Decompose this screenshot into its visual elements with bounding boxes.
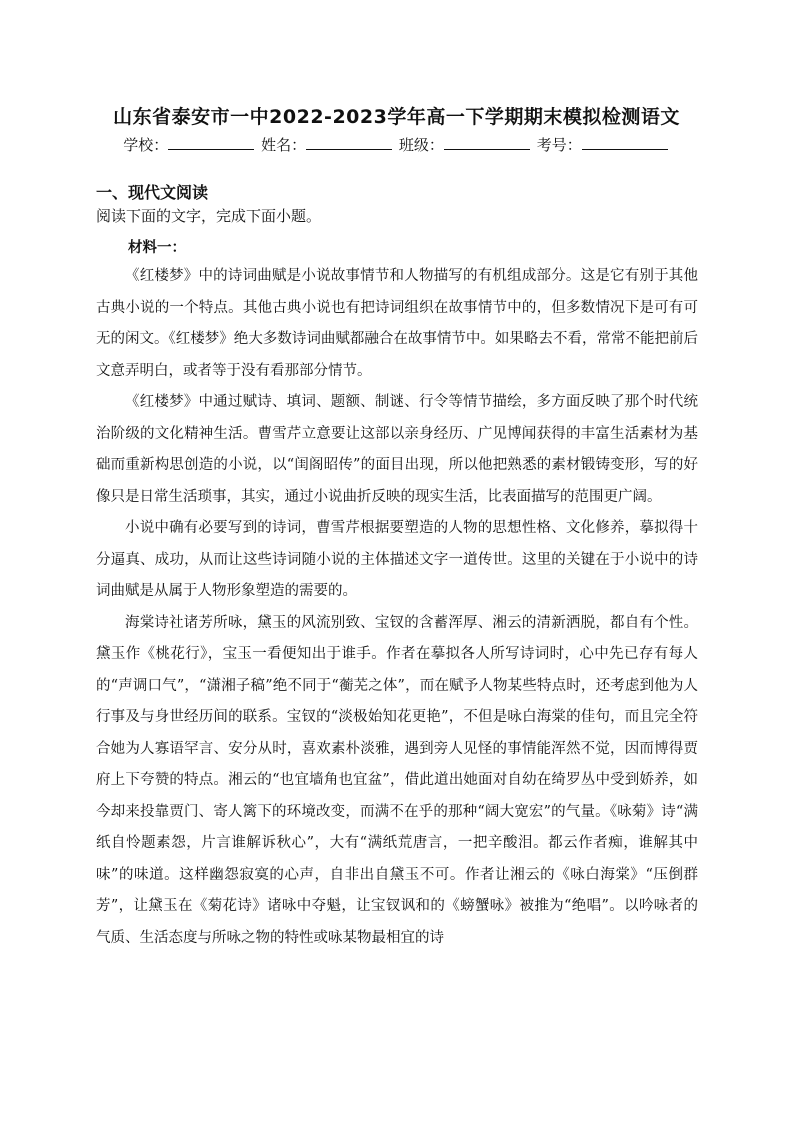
passage-paragraph: 《红楼梦》中通过赋诗、填词、题额、制谜、行令等情节描绘，多方面反映了那个时代统治阶级的文化精神生活。曹雪芹立意要让这部以亲身经历、广见博闻获得的丰富生活素材为基础而重新构思创造的小说，以“闺阁昭传”的面目出现，所以他把熟悉的素材锻铸变形，写的好像只是日常生活琐事，其实，通过小说曲折反映的现实生活，比表面描写的范围更广阔。 [96,394,698,505]
name-blank [306,135,392,150]
school-label: 学校： [123,136,169,154]
passage-paragraph: 《红楼梦》中的诗词曲赋是小说故事情节和人物描写的有机组成部分。这是它有别于其他古典小说的一个特点。其他古典小说也有把诗词组织在故事情节中的，但多数情况下是可有可无的闲文。《红楼梦》绝大多数诗词曲赋都融合在故事情节中。如果略去不看，常常不能把前后文意弄明白，或者等于没有看那部分情节。 [96,268,698,379]
passage-paragraph: 小说中确有必要写到的诗词，曹雪芹根据要塑造的人物的思想性格、文化修养，摹拟得十分逼真、成功，从而让这些诗词随小说的主体描述文字一道传世。这里的关键在于小说中的诗词曲赋是从属于人物形象塑造的需要的。 [96,520,698,599]
exam-number-label: 考号： [536,136,582,154]
class-label: 班级： [398,136,444,154]
name-label: 姓名： [261,136,307,154]
document-title: 山东省泰安市一中2022-2023学年高一下学期期末模拟检测语文 [113,106,680,128]
material-label: 材料一： [128,239,186,256]
passage-body [96,261,698,954]
student-info-line [0,134,793,155]
section-instruction: 阅读下面的文字，完成下面小题。 [96,207,322,225]
exam-number-blank [582,135,668,150]
passage-paragraph: 海棠诗社诸芳所咏，黛玉的风流别致、宝钗的含蓄浑厚、湘云的清新洒脱，都自有个性。黛玉作《桃花行》，宝玉一看便知出于谁手。作者在摹拟各人所写诗词时，心中先已存有每人的“声调口气”，“潇湘子稿”绝不同于“蘅芜之体”，而在赋予人物某些特点时，还考虑到他为人行事及与身世经历间的联系。宝钗的“淡极始知花更艳”，不但是咏白海棠的佳句，而且完全符合她为人寡语罕言、安分从时，喜欢素朴淡雅，遇到旁人见怪的事情能浑然不觉，因而博得贾府上下夸赞的特点。湘云的“也宜墙角也宜盆”，借此道出她面对自幼在绮罗丛中受到娇养，如今却来投靠贾门、寄人篱下的环境改变，而满不在乎的那种“阔大宽宏”的气量。《咏菊》诗“满纸自怜题素怨，片言谁解诉秋心”，大有“满纸荒唐言，一把辛酸泪。都云作者痴，谁解其中味”的味道。这样幽怨寂寞的心声，自非出自黛玉不可。作者让湘云的《咏白海棠》“压倒群芳”，让黛玉在《菊花诗》诸咏中夺魁，让宝钗讽和的《螃蟹咏》被推为“绝唱”。以吟咏者的气质、生活态度与所咏之物的特性或咏某物最相宜的诗 [96,614,698,946]
class-blank [444,135,530,150]
school-blank [168,135,254,150]
section-heading: 一、现代文阅读 [96,183,209,202]
